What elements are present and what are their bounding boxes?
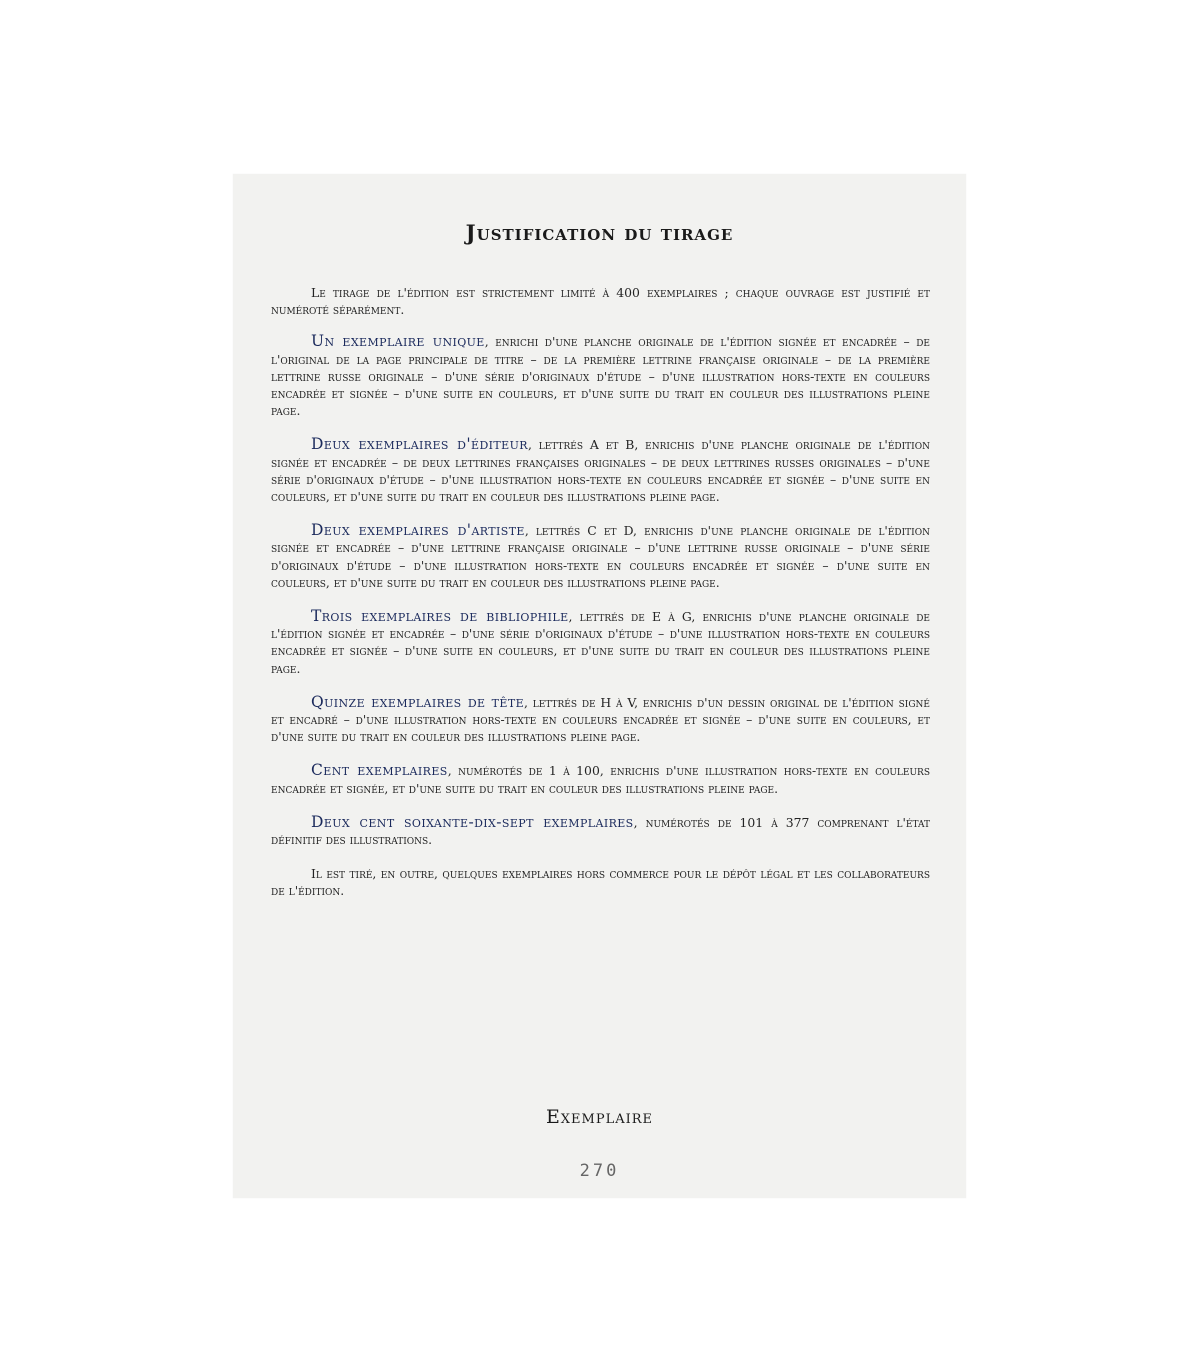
tier-paragraph-editeur — [271, 436, 930, 505]
tier-text: , lettrés de H à V, enrichis d'un dessin original de l'édition signé et encadré – d'une illustration hors-texte en couleurs encadrée et signée – d'une suite en couleurs, et d'une suite du trait en couleur des illustrations pleine page. — [271, 694, 930, 745]
copy-number: 270 — [579, 1161, 620, 1181]
tier-lead: Deux exemplaires d'éditeur — [311, 435, 528, 454]
tier-text: , lettrés C et D, enrichis d'une planche originale de l'édition signée et encadrée – d'une lettrine française originale – d'une lettrine russe originale – d'une série d'originaux d'étude – d'une illustration hors-texte en couleurs encadrée et signée – d'une suite en couleurs, et d'une suite du trait en couleur des illustrations pleine page. — [271, 523, 930, 590]
tier-text: , numérotés de 1 à 100, enrichis d'une illustration hors-texte en couleurs encadrée et signée, et d'une suite du trait en couleur des illustrations pleine page. — [271, 763, 930, 796]
tier-paragraph-tete — [271, 694, 930, 746]
tier-text: , lettrés A et B, enrichis d'une planche originale de l'édition signée et encadrée – de deux lettrines françaises originales – de deux lettrines russes originales – d'une série d'originaux d'étude – d'une illustration hors-texte en couleurs encadrée et signée – d'une suite en couleurs, et d'une suite du trait en couleur des illustrations pleine page. — [271, 437, 930, 505]
tier-text: , lettrés de E à G, enrichis d'une planche originale de l'édition signée et encadrée – d'une série d'originaux d'étude – d'une illustration hors-texte en couleurs encadrée et signée – d'une suite en couleurs, et d'une suite du trait en couleur des illustrations pleine page. — [271, 609, 930, 676]
tier-lead: Cent exemplaires — [311, 761, 448, 780]
tier-paragraph-277 — [271, 814, 930, 848]
exemplaire-label: Exemplaire — [545, 1106, 654, 1128]
colophon-body — [271, 284, 930, 917]
tier-lead: Quinze exemplaires de tête — [311, 692, 525, 711]
tier-paragraph-unique — [271, 333, 930, 419]
tier-paragraph-artiste — [271, 522, 930, 591]
tier-lead: Trois exemplaires de bibliophile — [311, 607, 569, 626]
tier-lead: Deux exemplaires d'artiste — [311, 521, 525, 540]
tier-lead: Un exemplaire unique — [311, 332, 485, 351]
intro-paragraph: Le tirage de l'édition est strictement limité à 400 exemplaires ; chaque ouvrage est justifié et numéroté séparément. — [271, 285, 930, 318]
tier-text: , enrichi d'une planche originale de l'édition signée et encadrée – de l'original de la page principale de titre – de la première lettrine française originale – de la première lettrine russe originale – d'une série d'originaux d'étude – d'une illustration hors-texte en couleurs encadrée et signée – d'une suite en couleurs, et d'une suite du trait en couleur des illustrations pleine page. — [271, 334, 930, 419]
colophon-page — [233, 174, 966, 1198]
tier-text: , numérotés de 101 à 377 comprenant l'état définitif des illustrations. — [271, 814, 930, 848]
tier-paragraph-cent — [271, 762, 930, 796]
tier-lead: Deux cent soixante-dix-sept exemplaires — [311, 812, 634, 831]
page-title: Justification du tirage — [465, 220, 734, 245]
closing-paragraph: Il est tiré, en outre, quelques exemplaires hors commerce pour le dépôt légal et les collaborateurs de l'édition. — [271, 866, 930, 899]
tier-paragraph-bibliophile — [271, 608, 930, 677]
